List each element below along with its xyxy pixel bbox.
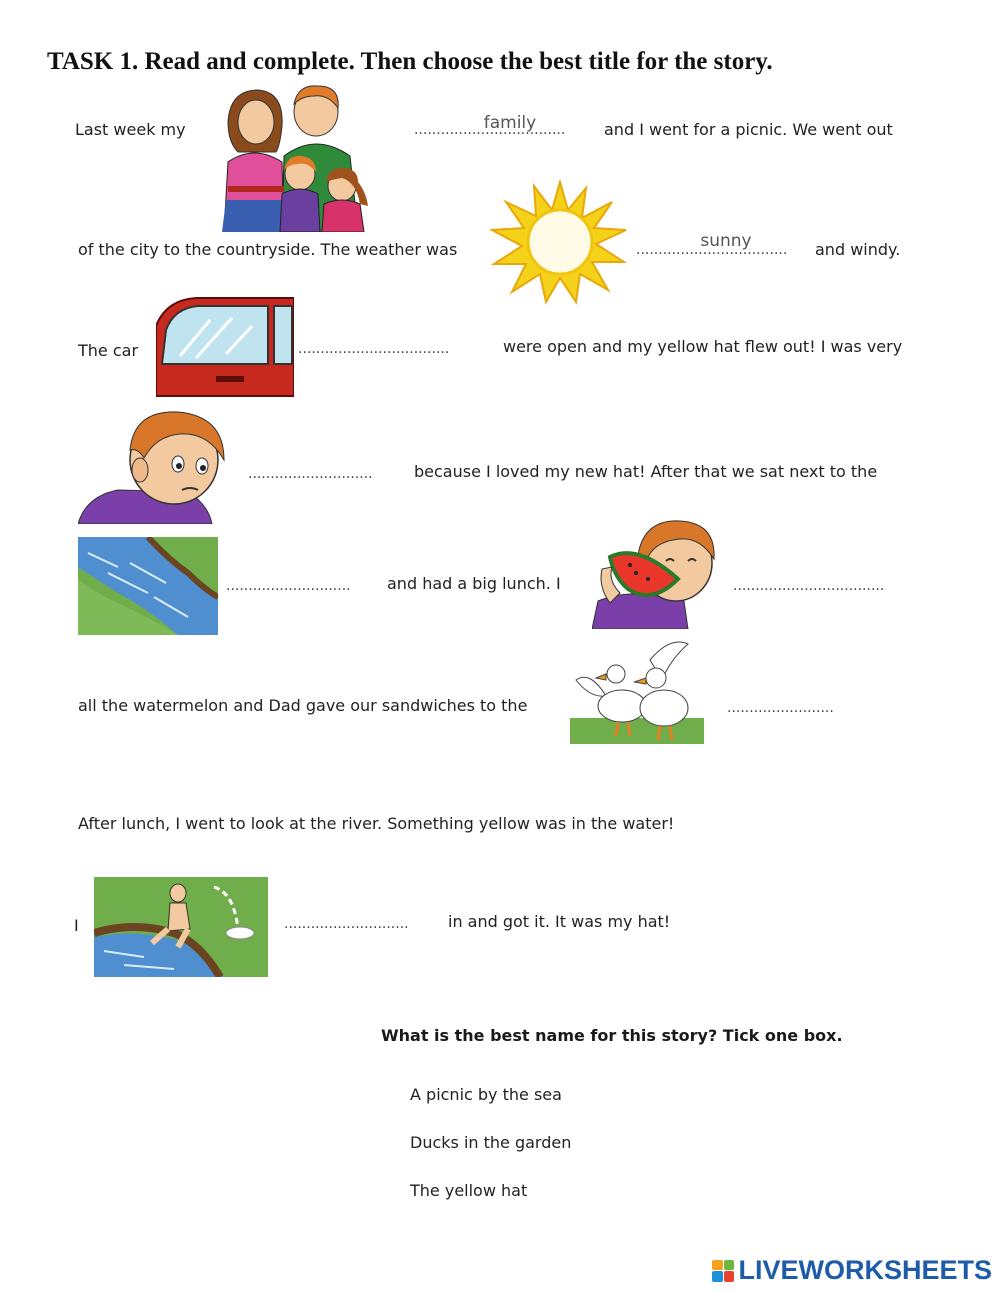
logo-square-2 [724, 1260, 735, 1271]
option-a-picnic-by-the-sea[interactable]: A picnic by the sea [410, 1085, 562, 1104]
family-picture [218, 82, 378, 232]
story-line-8-end: in and got it. It was my hat! [448, 912, 671, 931]
story-line-2-start: of the city to the countryside. The weather was [78, 240, 458, 259]
answer-field-5[interactable] [226, 564, 384, 590]
logo-square-3 [712, 1271, 723, 1282]
dotted-line: ............................ [284, 916, 409, 932]
story-line-3-end: were open and my yellow hat flew out! I was very [503, 337, 903, 356]
answer-field-2[interactable] [640, 228, 812, 254]
dotted-line: .................................. [733, 578, 885, 594]
story-line-4-end: because I loved my new hat! After that we sat next to the [414, 462, 878, 481]
story-line-5-end: and had a big lunch. I [387, 574, 561, 593]
car-window-picture [156, 296, 294, 402]
sad-boy-picture [78, 408, 230, 524]
answer-field-7[interactable] [727, 686, 869, 712]
dotted-line: .................................. [636, 242, 788, 258]
logo-icon [712, 1260, 734, 1282]
dotted-line: .................................. [414, 122, 566, 138]
story-line-2-end: and windy. [815, 240, 901, 259]
story-line-3-start: The car [78, 341, 139, 360]
sun-picture [490, 180, 630, 305]
answer-field-4[interactable] [248, 452, 412, 478]
story-line-1-start: Last week my [75, 120, 186, 139]
story-line-8-start: I [74, 916, 79, 935]
ducks-picture [570, 640, 704, 744]
option-c-the-yellow-hat[interactable]: The yellow hat [410, 1181, 528, 1200]
dotted-line: ........................ [727, 700, 834, 716]
answer-field-1[interactable] [420, 110, 600, 136]
option-b-ducks-in-the-garden[interactable]: Ducks in the garden [410, 1133, 572, 1152]
boy-jumping-picture [94, 877, 268, 977]
logo-square-4 [724, 1271, 735, 1282]
story-line-6-start: all the watermelon and Dad gave our sandwiches to the [78, 696, 528, 715]
dotted-line: .................................. [298, 341, 450, 357]
answer-field-3[interactable] [298, 328, 500, 354]
answer-field-8[interactable] [284, 902, 446, 928]
answer-field-6[interactable] [733, 564, 925, 590]
task-title: TASK 1. Read and complete. Then choose the best title for the story. [47, 48, 773, 75]
story-line-7: After lunch, I went to look at the river. Something yellow was in the water! [78, 814, 675, 833]
dotted-line: ............................ [248, 466, 373, 482]
logo-square-1 [712, 1260, 723, 1271]
dotted-line: ............................ [226, 578, 351, 594]
liveworksheets-logo [712, 1255, 992, 1286]
story-line-1-end: and I went for a picnic. We went out [604, 120, 893, 139]
logo-text: LIVEWORKSHEETS [738, 1255, 992, 1285]
river-picture [78, 537, 218, 635]
question-text: What is the best name for this story? Tick one box. [381, 1026, 843, 1045]
boy-eating-watermelon-picture [592, 517, 728, 629]
